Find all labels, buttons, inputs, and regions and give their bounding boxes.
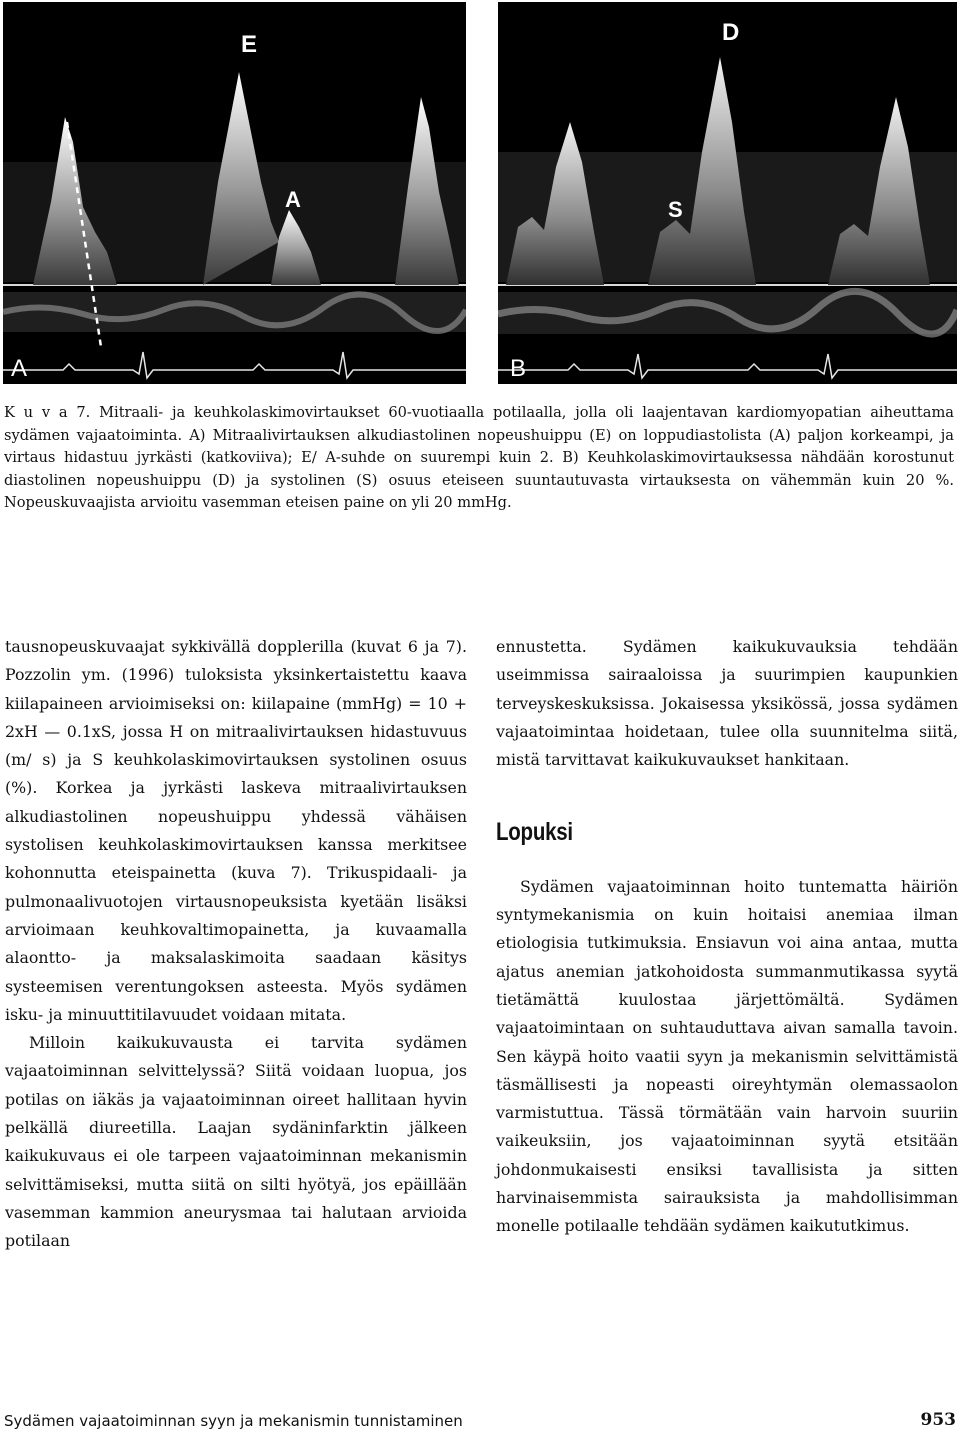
doppler-image-mitral <box>3 2 466 384</box>
figure-caption: K u v a 7. Mitraali- ja keuhkolaskimovirtaukset 60-vuotiaalla potilaalla, jolla oli laajentavan kardiomyopatian aiheuttama sydämen vajaatoiminta. A) Mitraalivirtauksen alkudiastolinen nopeushuippu (E) on loppudiastolista (A) paljon korkeampi, ja virtaus hidastuu jyrkästi (katkoviiva); E/ A-suhde on suurempi kuin 2. B) Keuhkolaskimovirtauksessa nähdään korostunut diastolinen nopeushuippu (D) ja systolinen (S) osuus eteiseen suuntautuvasta virtauksesta on vähemmän kuin 20 %. Nopeuskuvaajista arvioitu vasemman eteisen paine on yli 20 mmHg. <box>4 404 954 511</box>
page-number: 953 <box>920 1410 956 1430</box>
right-paragraph-2: Sydämen vajaatoiminnan hoito tuntematta häiriön syntymekanismia on kuin hoitaisi anemiaa ilman etiologisia tutkimuksia. Ensiavun voi aina antaa, mutta ajatus anemian jatkohoidosta summanmutikassa syytä tietämättä kuulostaa järjettömältä. Sydämen vajaatoimintaan on suhtauduttava aivan samalla tavoin. Sen käypä hoito vaatii syyn ja mekanismin selvittämistä täsmällisesti ja nopeasti oireyhtymän olemassaolon varmistuttua. Tässä törmätään vain harvoin suuriin vaikeuksiin, jos vajaatoiminnan syytä etsitään johdonmukaisesti ensiksi tavallisista ja sitten harvinaisemmista sairauksista ja mahdollisimman monelle potilaalle tehdään sydämen kaikututkimus. <box>496 876 958 1236</box>
panel-label-b: B <box>510 355 527 382</box>
running-footer-title: Sydämen vajaatoiminnan syyn ja mekanismin tunnistaminen <box>4 1412 463 1430</box>
doppler-trace-a <box>3 2 466 384</box>
peak-label-a: A <box>285 187 301 212</box>
left-paragraph-1: tausnopeuskuvaajat sykkivällä dopplerilla (kuvat 6 ja 7). Pozzolin ym. (1996) tuloksista yksinkertaistettu kaava kiilapaineen arvioimiseksi on: kiilapaine (mmHg) = 10 + 2xH — 0.1xS, jossa H on mitraalivirtauksen hidastuvuus (m/ s) ja S keuhkolaskimovirtauksen systolinen osuus (%). Korkea ja jyrkästi laskeva mitraalivirtauksen alkudiastolinen nopeushuippu yhdessä vähäisen systolisen keuhkolaskimovirtauksen kanssa merkitsee kohonnutta eteispainetta (kuva 7). Trikuspidaali- ja pulmonaalivuotojen virtausnopeuksista kyetään lisäksi arvioimaan keuhkovaltimopainetta, ja kuvaamalla alaontto- ja maksalaskimoita saadaan käsitys systeemisen verentungoksen asteesta. Myös sydämen isku- ja minuuttitilavuudet voidaan mitata. <box>5 637 467 1024</box>
doppler-image-pulmonary <box>498 2 957 384</box>
peak-label-d: D <box>722 19 740 46</box>
right-column <box>496 633 958 1241</box>
doppler-trace-b <box>498 2 957 384</box>
peak-label-e: E <box>241 31 258 58</box>
right-paragraph-1: ennustetta. Sydämen kaikukuvauksia tehdään useimmissa sairaaloissa ja suurimpien kaupunkien terveyskeskuksissa. Jokaisessa yksikössä, jossa sydämen vajaatoimintaa hoidetaan, tulee olla suunnitelma siitä, mistä tarvittavat kaikukuvaukset hankitaan. <box>496 637 958 770</box>
left-paragraph-2: Milloin kaikukuvausta ei tarvita sydämen vajaatoiminnan selvittelyssä? Siitä voidaan luopua, jos potilas on iäkäs ja vajaatoiminnan oireet hallitaan hyvin pelkällä diureetilla. Laajan sydäninfarktin jälkeen kaikukuvaus ei ole tarpeen vajaatoiminnan mekanismin selvittämiseksi, mutta siitä on silti hyötyä, jos epäillään vasemman kammion aneurysmaa tai halutaan arvioida potilaan <box>5 1033 467 1251</box>
panel-label-a: A <box>11 355 28 382</box>
section-heading: Lopuksi <box>496 818 573 847</box>
left-column <box>5 633 467 1256</box>
peak-label-s: S <box>668 197 683 222</box>
